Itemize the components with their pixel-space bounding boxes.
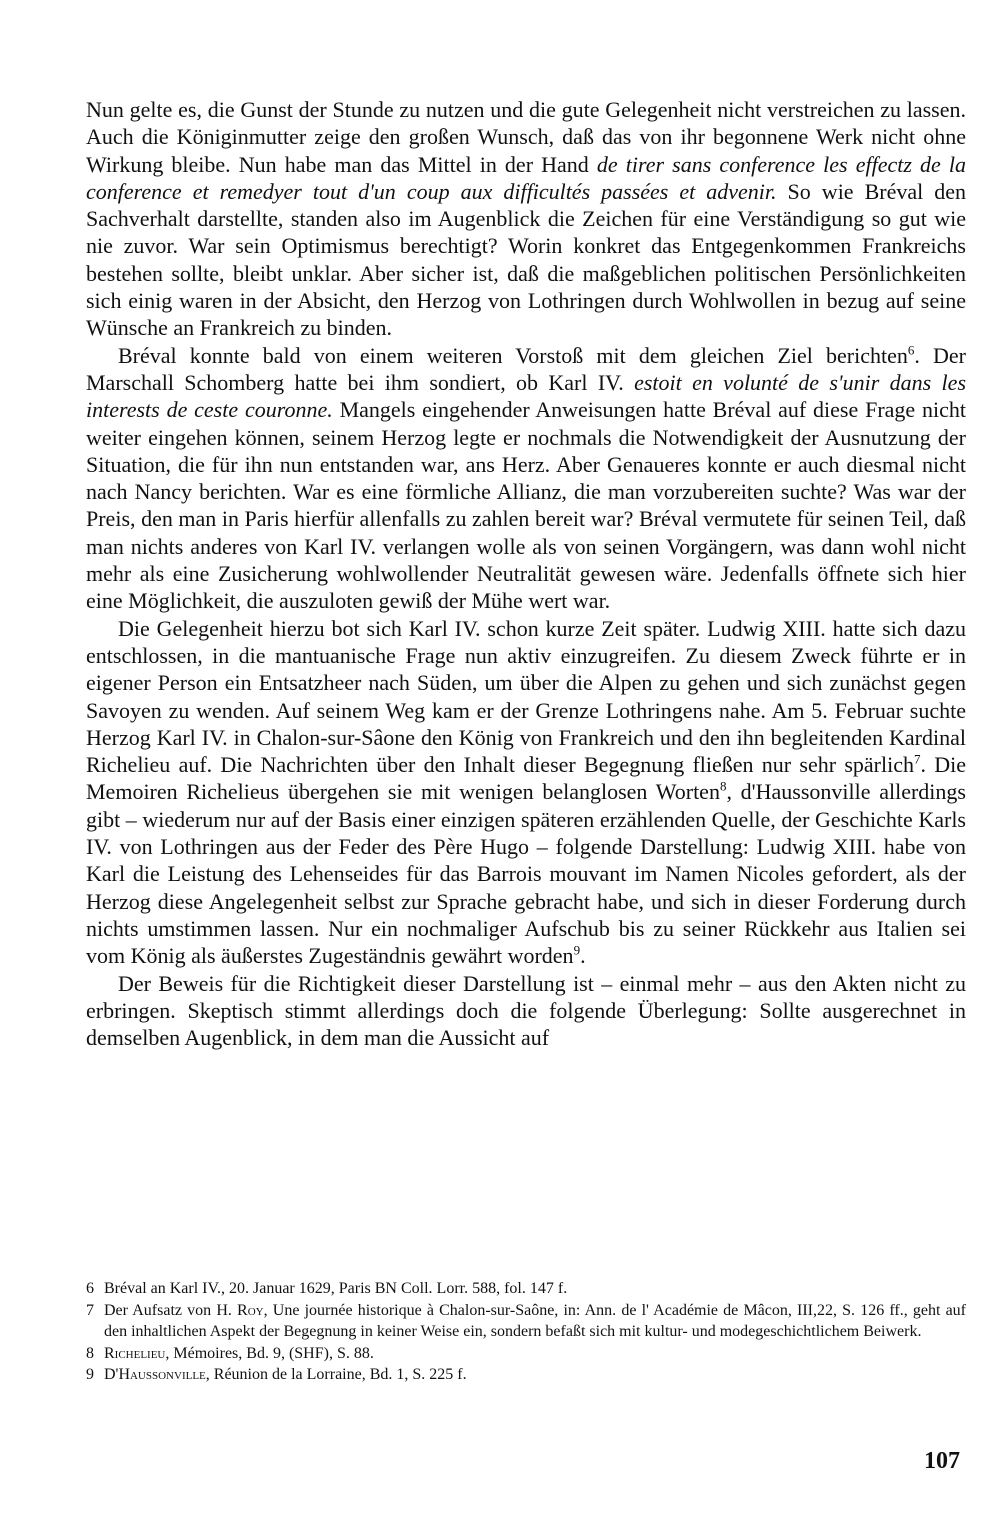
footnote-ref: 8 bbox=[719, 779, 727, 795]
paragraph-2 bbox=[86, 342, 966, 615]
page-number: 107 bbox=[924, 1448, 960, 1474]
author-name: D'Haussonville bbox=[104, 1366, 206, 1383]
text-run: Nun gelte es, die Gunst der Stunde zu nutzen und die gute Gelegenheit nicht verstreichen zu lassen. Auch die Königinmutter zeige den großen Wunsch, daß das von ihr begonnene Werk nicht ohne Wirkung bleibe. Nun habe man das Mittel in der Hand bbox=[86, 97, 966, 177]
paragraph-4 bbox=[86, 970, 966, 1052]
italic-quote: de tirer sans conference les effectz de la conference et remedyer tout d'un coup aux difficultés passées et advenir. bbox=[86, 151, 967, 204]
paragraph-3 bbox=[86, 615, 966, 970]
footnote-ref: 6 bbox=[907, 342, 915, 358]
footnote-9 bbox=[86, 1364, 966, 1386]
footnote-7 bbox=[86, 1300, 966, 1343]
text-run: . Die Memoiren Richelieus übergehen sie mit wenigen belanglosen Worten bbox=[86, 752, 967, 805]
text-run: Bréval an Karl IV., 20. Januar 1629, Paris BN Coll. Lorr. 588, fol. 147 f. bbox=[104, 1280, 568, 1297]
text-run: Mangels eingehender Anweisungen hatte Bréval auf diese Frage nicht weiter eingehen können, seinem Herzog legte er nochmals die Notwendigkeit der Ausnutzung der Situation, die für ihn nun entstanden war, ans Herz. Aber Genaueres konnte er auch diesmal nicht nach Nancy berichten. War es eine förmliche Allianz, die man vorzubereiten suchte? Was war der Preis, den man in Paris hierfür allenfalls zu zahlen bereit war? Bréval vermutete für seinen Teil, daß man nichts anderes von Karl IV. verlangen wolle als von seinen Vorgängern, was dann wohl nicht mehr als eine Zusicherung wohlwollender Neutralität gewesen wäre. Jedenfalls öffnete sich hier eine Möglichkeit, die auszuloten gewiß der Mühe wert war. bbox=[86, 397, 966, 614]
footnote-number: 6 bbox=[86, 1280, 94, 1297]
footnotes bbox=[86, 1278, 966, 1386]
text-run: , Une journée historique à Chalon-sur-Saône, in: Ann. de l' Académie de Mâcon, III,22, S. 126 ff., geht auf den inhaltlichen Aspekt der Begegnung in keiner Weise ein, sondern befaßt sich mit kultur- und modegeschichtlichem Beiwerk. bbox=[104, 1301, 967, 1340]
main-text bbox=[86, 96, 966, 1051]
text-run: Der Beweis für die Richtigkeit dieser Darstellung ist – einmal mehr – aus den Akten nicht zu erbringen. Skeptisch stimmt allerdings doch die folgende Überlegung: Sollte ausgerechnet in demselben Augenblick, in dem man die Aussicht auf bbox=[86, 970, 966, 1051]
footnote-text bbox=[104, 1278, 966, 1300]
text-run: , Mémoires, Bd. 9, (SHF), S. 88. bbox=[165, 1344, 374, 1362]
footnote-text bbox=[104, 1364, 966, 1386]
footnote-number: 7 bbox=[86, 1301, 94, 1319]
text-run: , Réunion de la Lorraine, Bd. 1, S. 225 f. bbox=[205, 1366, 467, 1383]
text-run: . Der Marschall Schomberg hatte bei ihm sondiert, ob Karl IV. bbox=[86, 342, 966, 395]
footnote-ref: 7 bbox=[913, 751, 921, 767]
author-name: Richelieu bbox=[104, 1344, 166, 1362]
text-run: Die Gelegenheit hierzu bot sich Karl IV. schon kurze Zeit später. Ludwig XIII. hatte sich dazu entschlossen, in die mantuanische Frage nun aktiv einzugreifen. Zu diesem Zweck führte er in eigener Person ein Entsatzheer nach Süden, um über die Alpen zu gehen und sich zunächst gegen Savoyen zu wenden. Auf seinem Weg kam er der Grenze Lothringens nahe. Am 5. Februar suchte Herzog Karl IV. in Chalon-sur-Sâone den König von Frankreich und den ihn begleitenden Kardinal Richelieu auf. Die Nachrichten über den Inhalt dieser Begegnung fließen nur sehr spärlich bbox=[86, 615, 966, 778]
footnote-8 bbox=[86, 1343, 966, 1365]
text-run: , d'Haussonville allerdings gibt – wiederum nur auf der Basis einer einzigen späteren erzählenden Quelle, der Geschichte Karls IV. von Lothringen aus der Feder des Père Hugo – folgende Darstellung: Ludwig XIII. habe von Karl die Leistung des Lehenseides für das Barrois mouvant im Namen Nicoles gefordert, als der Herzog diese Angelegenheit selbst zur Sprache gebracht habe, und sich in dieser Forderung durch nichts umstimmen lassen. Nur ein nochmaliger Aufschub bis zu seiner Rückkehr aus Italien sei vom König als äußerstes Zugeständnis gewährt worden bbox=[86, 779, 966, 969]
footnote-text bbox=[104, 1300, 966, 1343]
italic-quote: estoit en volunté de s'unir dans les interests de ceste couronne. bbox=[86, 369, 966, 423]
footnote-number: 8 bbox=[86, 1344, 94, 1362]
text-run: So wie Bréval den Sachverhalt darstellte, standen also im Augenblick die Zeichen für eine Verständigung so gut wie nie zuvor. War sein Optimismus berechtigt? Worin konkret das Entgegenkommen Frankreichs bestehen sollte, bleibt unklar. Aber sicher ist, daß die maßgeblichen politischen Persönlichkeiten sich einig waren in der Absicht, den Herzog von Lothringen durch Wohlwollen in bezug auf seine Wünsche an Frankreich zu binden. bbox=[86, 178, 967, 341]
paragraph-1 bbox=[86, 96, 966, 342]
footnote-number: 9 bbox=[86, 1366, 94, 1383]
author-name: H. Roy bbox=[216, 1301, 264, 1319]
text-run: Der Aufsatz von bbox=[104, 1301, 217, 1319]
text-run: . bbox=[580, 943, 586, 969]
footnote-6 bbox=[86, 1278, 966, 1300]
text-run: Bréval konnte bald von einem weiteren Vorstoß mit dem gleichen Ziel berichten bbox=[118, 342, 908, 368]
footnote-ref: 9 bbox=[573, 942, 581, 958]
footnote-text bbox=[104, 1343, 966, 1365]
